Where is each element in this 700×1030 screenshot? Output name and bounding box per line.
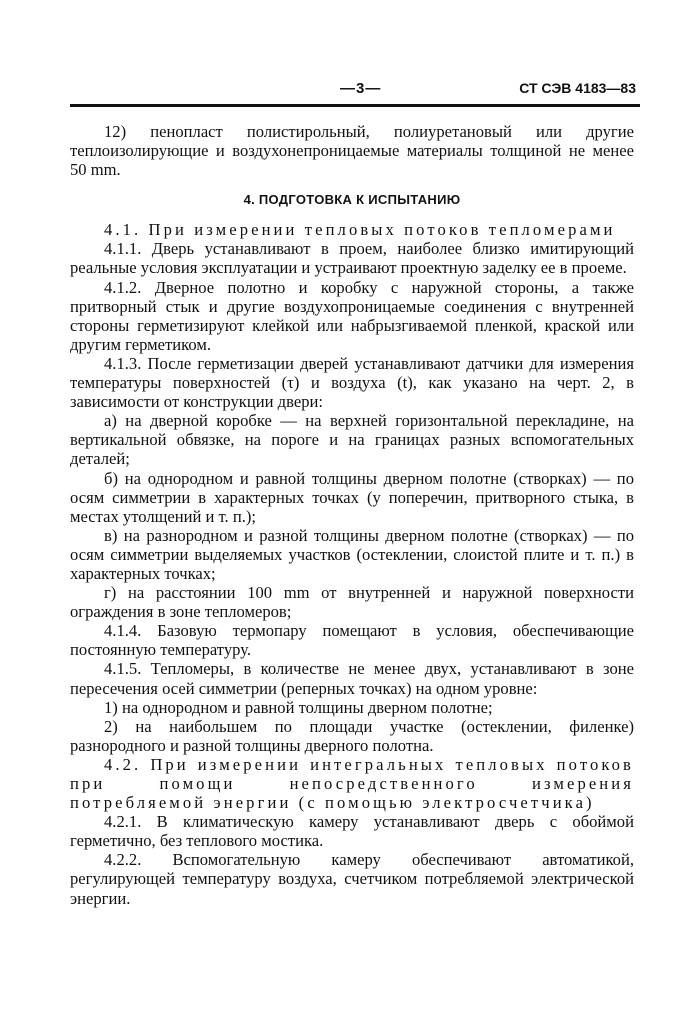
paragraph-item-a: а) на дверной коробке — на верхней горизонтальной перекладине, на вертикальной обвязке, на пороге и на границах разных вспомогательных деталей; xyxy=(70,411,634,469)
section-title: 4. ПОДГОТОВКА К ИСПЫТАНИЮ xyxy=(243,192,461,208)
paragraph-4-2-1: 4.2.1. В климатическую камеру устанавливают дверь с обоймой герметично, без теплового мостика. xyxy=(70,812,634,851)
paragraph-item-b: б) на однородном и равной толщины дверном полотне (створках) — по осям симметрии в характерных точках (у поперечин, притворного стыка, в местах утолщений и т. п.); xyxy=(70,468,634,526)
paragraph-item-12: 12) пенопласт полистирольный, полиуретановый или другие теплоизолирующие и воздухонепроницаемые материалы толщиной не менее 50 mm. xyxy=(70,122,634,180)
paragraph-item-v: в) на разнородном и разной толщины дверном полотне (створках) — по осям симметрии выделяемых участков (остеклении, слоистой плите и т. п.) в характерных точках; xyxy=(70,525,634,583)
paragraph-4-1: 4.1. При измерении тепловых потоков тепломерами xyxy=(104,220,616,240)
paragraph-4-2-2: 4.2.2. Вспомогательную камеру обеспечивают автоматикой, регулирующей температуру воздуха, счетчиком потребляемой электрической энергии. xyxy=(70,850,634,908)
document-code: СТ СЭВ 4183—83 xyxy=(519,80,636,96)
paragraph-4-1-4: 4.1.4. Базовую термопару помещают в условия, обеспечивающие постоянную температуру. xyxy=(70,621,634,660)
document-body xyxy=(70,122,634,908)
paragraph-item-g: г) на расстоянии 100 mm от внутренней и наружной поверхности ограждения в зоне тепломеров; xyxy=(70,583,634,622)
header-rule xyxy=(70,104,640,107)
page-header xyxy=(70,80,636,104)
page-number: —3— xyxy=(340,80,382,97)
paragraph-4-1-3: 4.1.3. После герметизации дверей устанавливают датчики для измерения температуры поверхностей (τ) и воздуха (t), как указано на черт. 2, в зависимости от конструкции двери: xyxy=(70,353,634,412)
paragraph-item-2: 2) на наибольшем по площади участке (остеклении, филенке) разнородного и разной толщины дверного полотна. xyxy=(70,716,634,755)
paragraph-4-2: 4.2. При измерении интегральных тепловых потоков при помощи непосредственного измерения потребляемой энергии (с помощью электросчетчика) xyxy=(70,754,634,813)
paragraph-4-1-2: 4.1.2. Дверное полотно и коробку с наружной стороны, а также притворный стык и другие воздухопроницаемые соединения с внутренней стороны герметизируют клейкой или набрызгиваемой пленкой, краской или другим герметиком. xyxy=(70,277,634,354)
paragraph-4-1-5: 4.1.5. Тепломеры, в количестве не менее двух, устанавливают в зоне пересечения осей симметрии (реперных точках) на одном уровне: xyxy=(70,659,634,698)
paragraph-4-1-1: 4.1.1. Дверь устанавливают в проем, наиболее близко имитирующий реальные условия эксплуатации и устраивают проектную заделку ее в проеме. xyxy=(70,239,634,278)
paragraph-item-1: 1) на однородном и равной толщины дверном полотне; xyxy=(104,697,493,717)
